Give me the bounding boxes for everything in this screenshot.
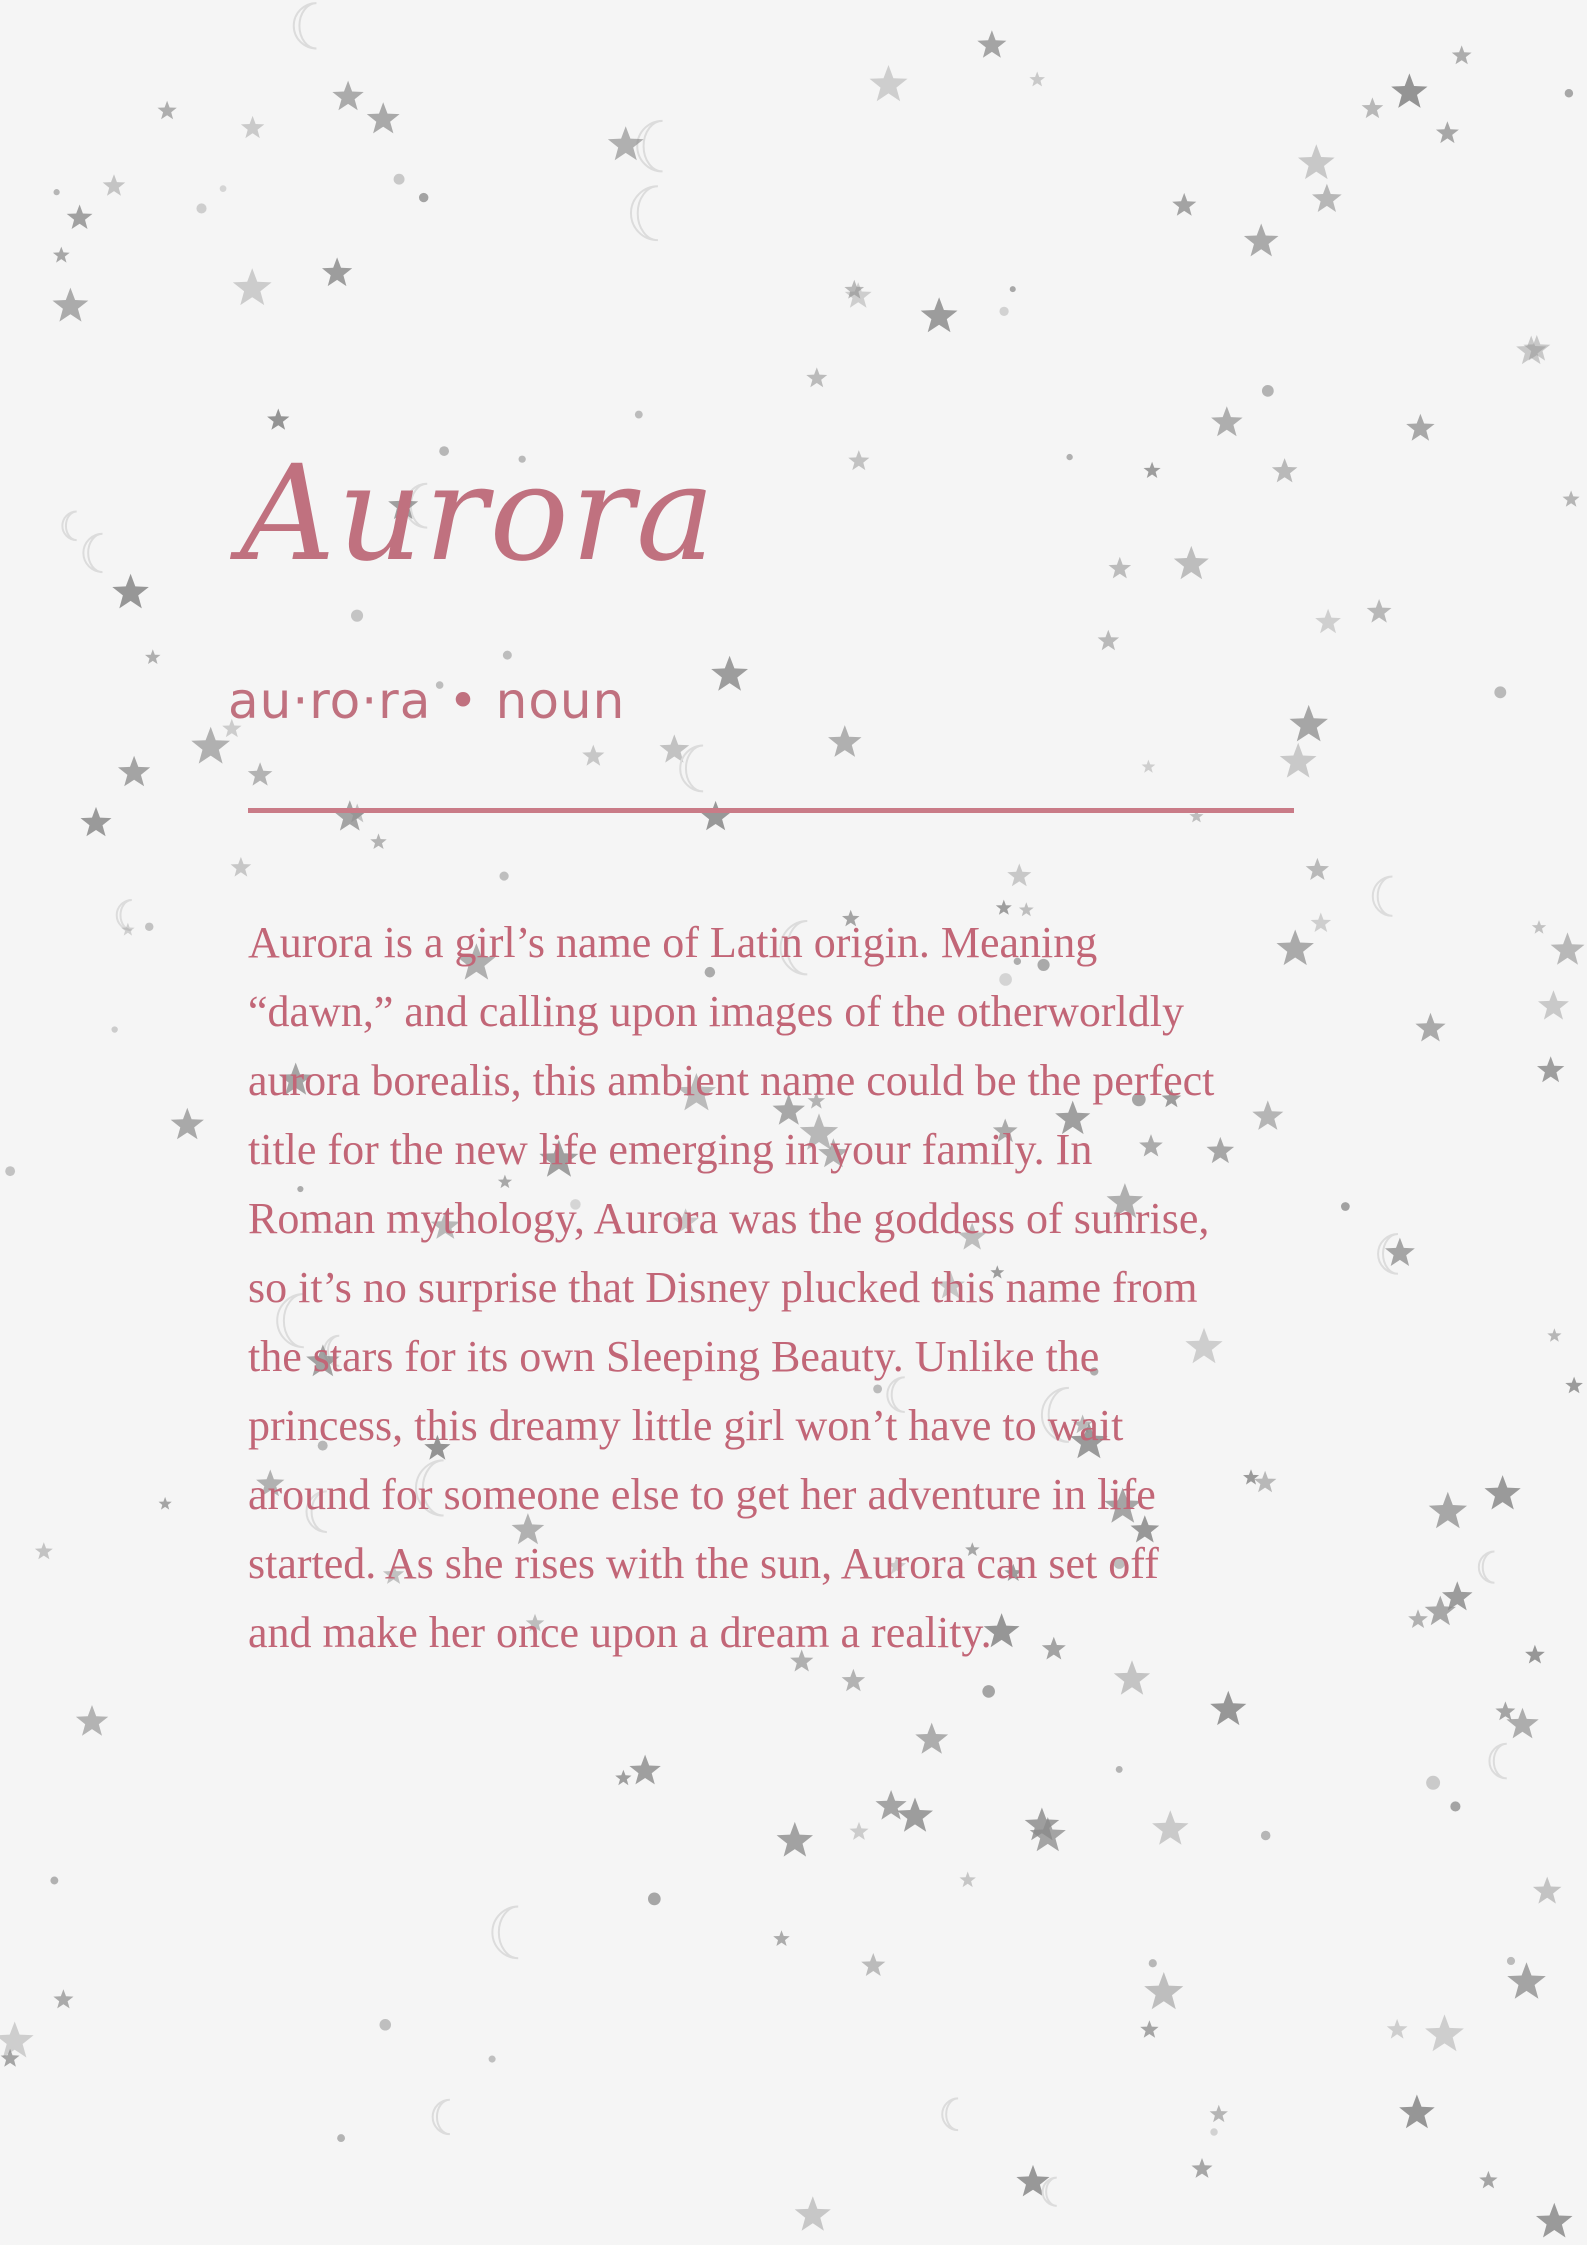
divider-line [248,808,1294,813]
star-icon [1144,1972,1183,2009]
star-icon [1385,1238,1415,1266]
dot-decoration [1010,286,1016,292]
dot-decoration [5,1166,15,1176]
star-icon [241,116,264,138]
crescent-moon-icon [637,121,662,172]
star-icon [850,1822,869,1840]
star-icon [67,205,93,230]
star-icon [1516,336,1546,365]
crescent-moon-icon [1489,1744,1506,1779]
crescent-moon-icon [631,186,658,240]
star-icon [960,1872,976,1888]
definition-line: around for someone else to get her adventure in life [248,1470,1156,1519]
star-icon [76,1705,108,1736]
star-icon [158,101,177,119]
dot-decoration [489,2056,496,2063]
star-icon [53,247,70,263]
star-icon [1415,1013,1445,1042]
crescent-moon-icon [942,2098,958,2130]
star-icon [1192,2158,1213,2178]
dot-decoration [1261,1831,1271,1841]
definition-line: princess, this dreamy little girl won’t have to wait [248,1401,1124,1450]
star-icon [1387,2019,1408,2039]
dot-decoration [648,1893,661,1906]
star-icon [145,649,161,664]
definition-line: and make her once upon a dream a reality. [248,1608,992,1657]
star-icon [53,1989,73,2008]
definition-line: Roman mythology, Aurora was the goddess of sunrise, [248,1194,1210,1243]
dot-decoration [635,411,643,419]
dot-decoration [500,871,509,880]
star-icon [861,1953,885,1976]
star-icon [876,1790,907,1820]
star-icon [773,1930,790,1946]
star-icon [191,727,230,764]
dot-decoration [220,185,227,192]
star-icon [248,762,273,785]
star-icon [1406,414,1434,441]
star-icon [806,367,827,387]
star-icon [1533,1877,1562,1904]
star-icon [660,734,690,762]
crescent-moon-icon [294,3,317,48]
star-icon [1007,864,1031,887]
star-icon [1507,1962,1546,1999]
dot-decoration [337,2134,345,2142]
star-icon [1140,2020,1158,2037]
star-icon [700,801,731,830]
star-icon [1538,990,1569,1019]
star-icon [1391,73,1427,108]
star-icon [81,807,112,836]
dot-decoration [503,651,512,660]
star-icon [1210,1691,1246,1725]
star-icon [35,1542,53,1559]
star-icon [332,81,363,111]
star-icon [629,1755,660,1785]
star-icon [367,102,400,133]
crescent-moon-icon [1043,2178,1057,2206]
crescent-moon-icon [83,534,102,572]
definition-line: title for the new life emerging in your family. In [248,1125,1093,1174]
star-icon [231,857,252,877]
star-icon [1525,1645,1545,1664]
star-icon [267,409,289,430]
pronunciation: au·ro·ra • noun [228,672,626,730]
star-icon [233,268,272,305]
star-icon [1142,760,1156,773]
crescent-moon-icon [680,746,703,792]
star-icon [1495,1701,1515,1720]
star-icon [1280,743,1317,778]
star-icon [370,833,386,849]
star-icon [1144,462,1161,478]
star-icon [1429,1492,1467,1529]
dot-decoration [54,189,60,195]
star-icon [1315,609,1341,634]
star-icon [777,1822,813,1857]
star-icon [1172,193,1196,216]
dot-decoration [1426,1776,1440,1790]
dot-decoration [145,923,153,931]
star-icon [322,257,352,286]
star-icon [1098,630,1120,651]
star-icon [1174,546,1209,579]
crescent-moon-icon [433,2100,450,2134]
dot-decoration [982,1685,995,1698]
star-icon [1479,2171,1497,2189]
dot-decoration [351,610,363,622]
dot-decoration [394,174,405,185]
star-icon [1563,491,1580,507]
star-icon [582,745,604,766]
dot-decoration [1066,454,1072,460]
star-icon [1029,72,1045,87]
star-icon [103,174,126,195]
star-icon [1436,121,1459,143]
crescent-moon-icon [1373,877,1393,916]
star-icon [842,1669,866,1691]
dot-decoration [1450,1801,1460,1811]
star-icon [1211,406,1243,436]
star-icon [1210,2105,1228,2122]
star-icon [795,2196,831,2230]
star-icon [1272,458,1298,482]
star-icon [1442,1581,1473,1610]
star-icon [0,2022,34,2058]
star-icon [1537,1056,1564,1082]
star-icon [828,725,861,757]
star-icon [1109,557,1132,579]
star-icon [1016,2165,1049,2197]
star-icon [1408,1609,1428,1628]
star-icon [1362,97,1384,118]
star-icon [118,756,150,787]
crescent-moon-icon [62,511,76,540]
star-icon [1298,144,1335,179]
star-icon [1485,1475,1521,1509]
star-icon [1399,2095,1435,2129]
star-icon [915,1723,948,1754]
dot-decoration [1565,89,1573,97]
star-icon [848,450,869,470]
star-icon [711,656,748,691]
dot-decoration [50,1877,58,1885]
star-icon [1152,1810,1188,1845]
definition-line: “dawn,” and calling upon images of the otherworldly [248,987,1184,1036]
crescent-moon-icon [1479,1552,1495,1583]
definition-text [248,908,1348,1667]
dot-decoration [111,1026,117,1032]
star-icon [171,1108,204,1140]
star-icon [1547,1328,1561,1342]
star-icon [1536,2203,1573,2238]
star-icon [870,65,908,101]
star-icon [977,30,1006,58]
definition-line: the stars for its own Sleeping Beauty. Unlike the [248,1332,1100,1381]
dot-decoration [196,203,206,213]
star-icon [1306,858,1329,880]
star-icon [1532,920,1546,934]
star-icon [1367,599,1392,623]
dot-decoration [1262,385,1274,397]
star-icon [1425,2014,1464,2051]
dot-decoration [1210,2128,1217,2135]
star-icon [921,297,958,332]
star-icon [53,288,89,322]
star-icon [159,1497,172,1510]
crescent-moon-icon [117,900,132,930]
star-icon [1506,1708,1538,1739]
definition-line: started. As she rises with the sun, Aurora can set off [248,1539,1159,1588]
star-icon [1290,705,1328,742]
dot-decoration [1149,1959,1157,1967]
dot-decoration [379,2019,391,2031]
star-icon [1551,932,1585,964]
star-icon [112,574,149,609]
dot-decoration [1494,686,1506,698]
star-icon [615,1770,631,1786]
star-icon [1244,224,1279,257]
definition-line: so it’s no surprise that Disney plucked this name from [248,1263,1198,1312]
star-icon [1312,184,1342,212]
star-icon [334,800,366,830]
definition-line: Aurora is a girl’s name of Latin origin. Meaning [248,918,1098,967]
dot-decoration [1507,1957,1515,1965]
star-icon [1452,45,1472,64]
crescent-moon-icon [492,1907,518,1959]
star-icon [1565,1377,1583,1394]
dot-decoration [999,307,1008,316]
dot-decoration [419,193,428,202]
definition-line: aurora borealis, this ambient name could be the perfect [248,1056,1215,1105]
page-title: Aurora [240,437,717,591]
dot-decoration [1116,1766,1123,1773]
